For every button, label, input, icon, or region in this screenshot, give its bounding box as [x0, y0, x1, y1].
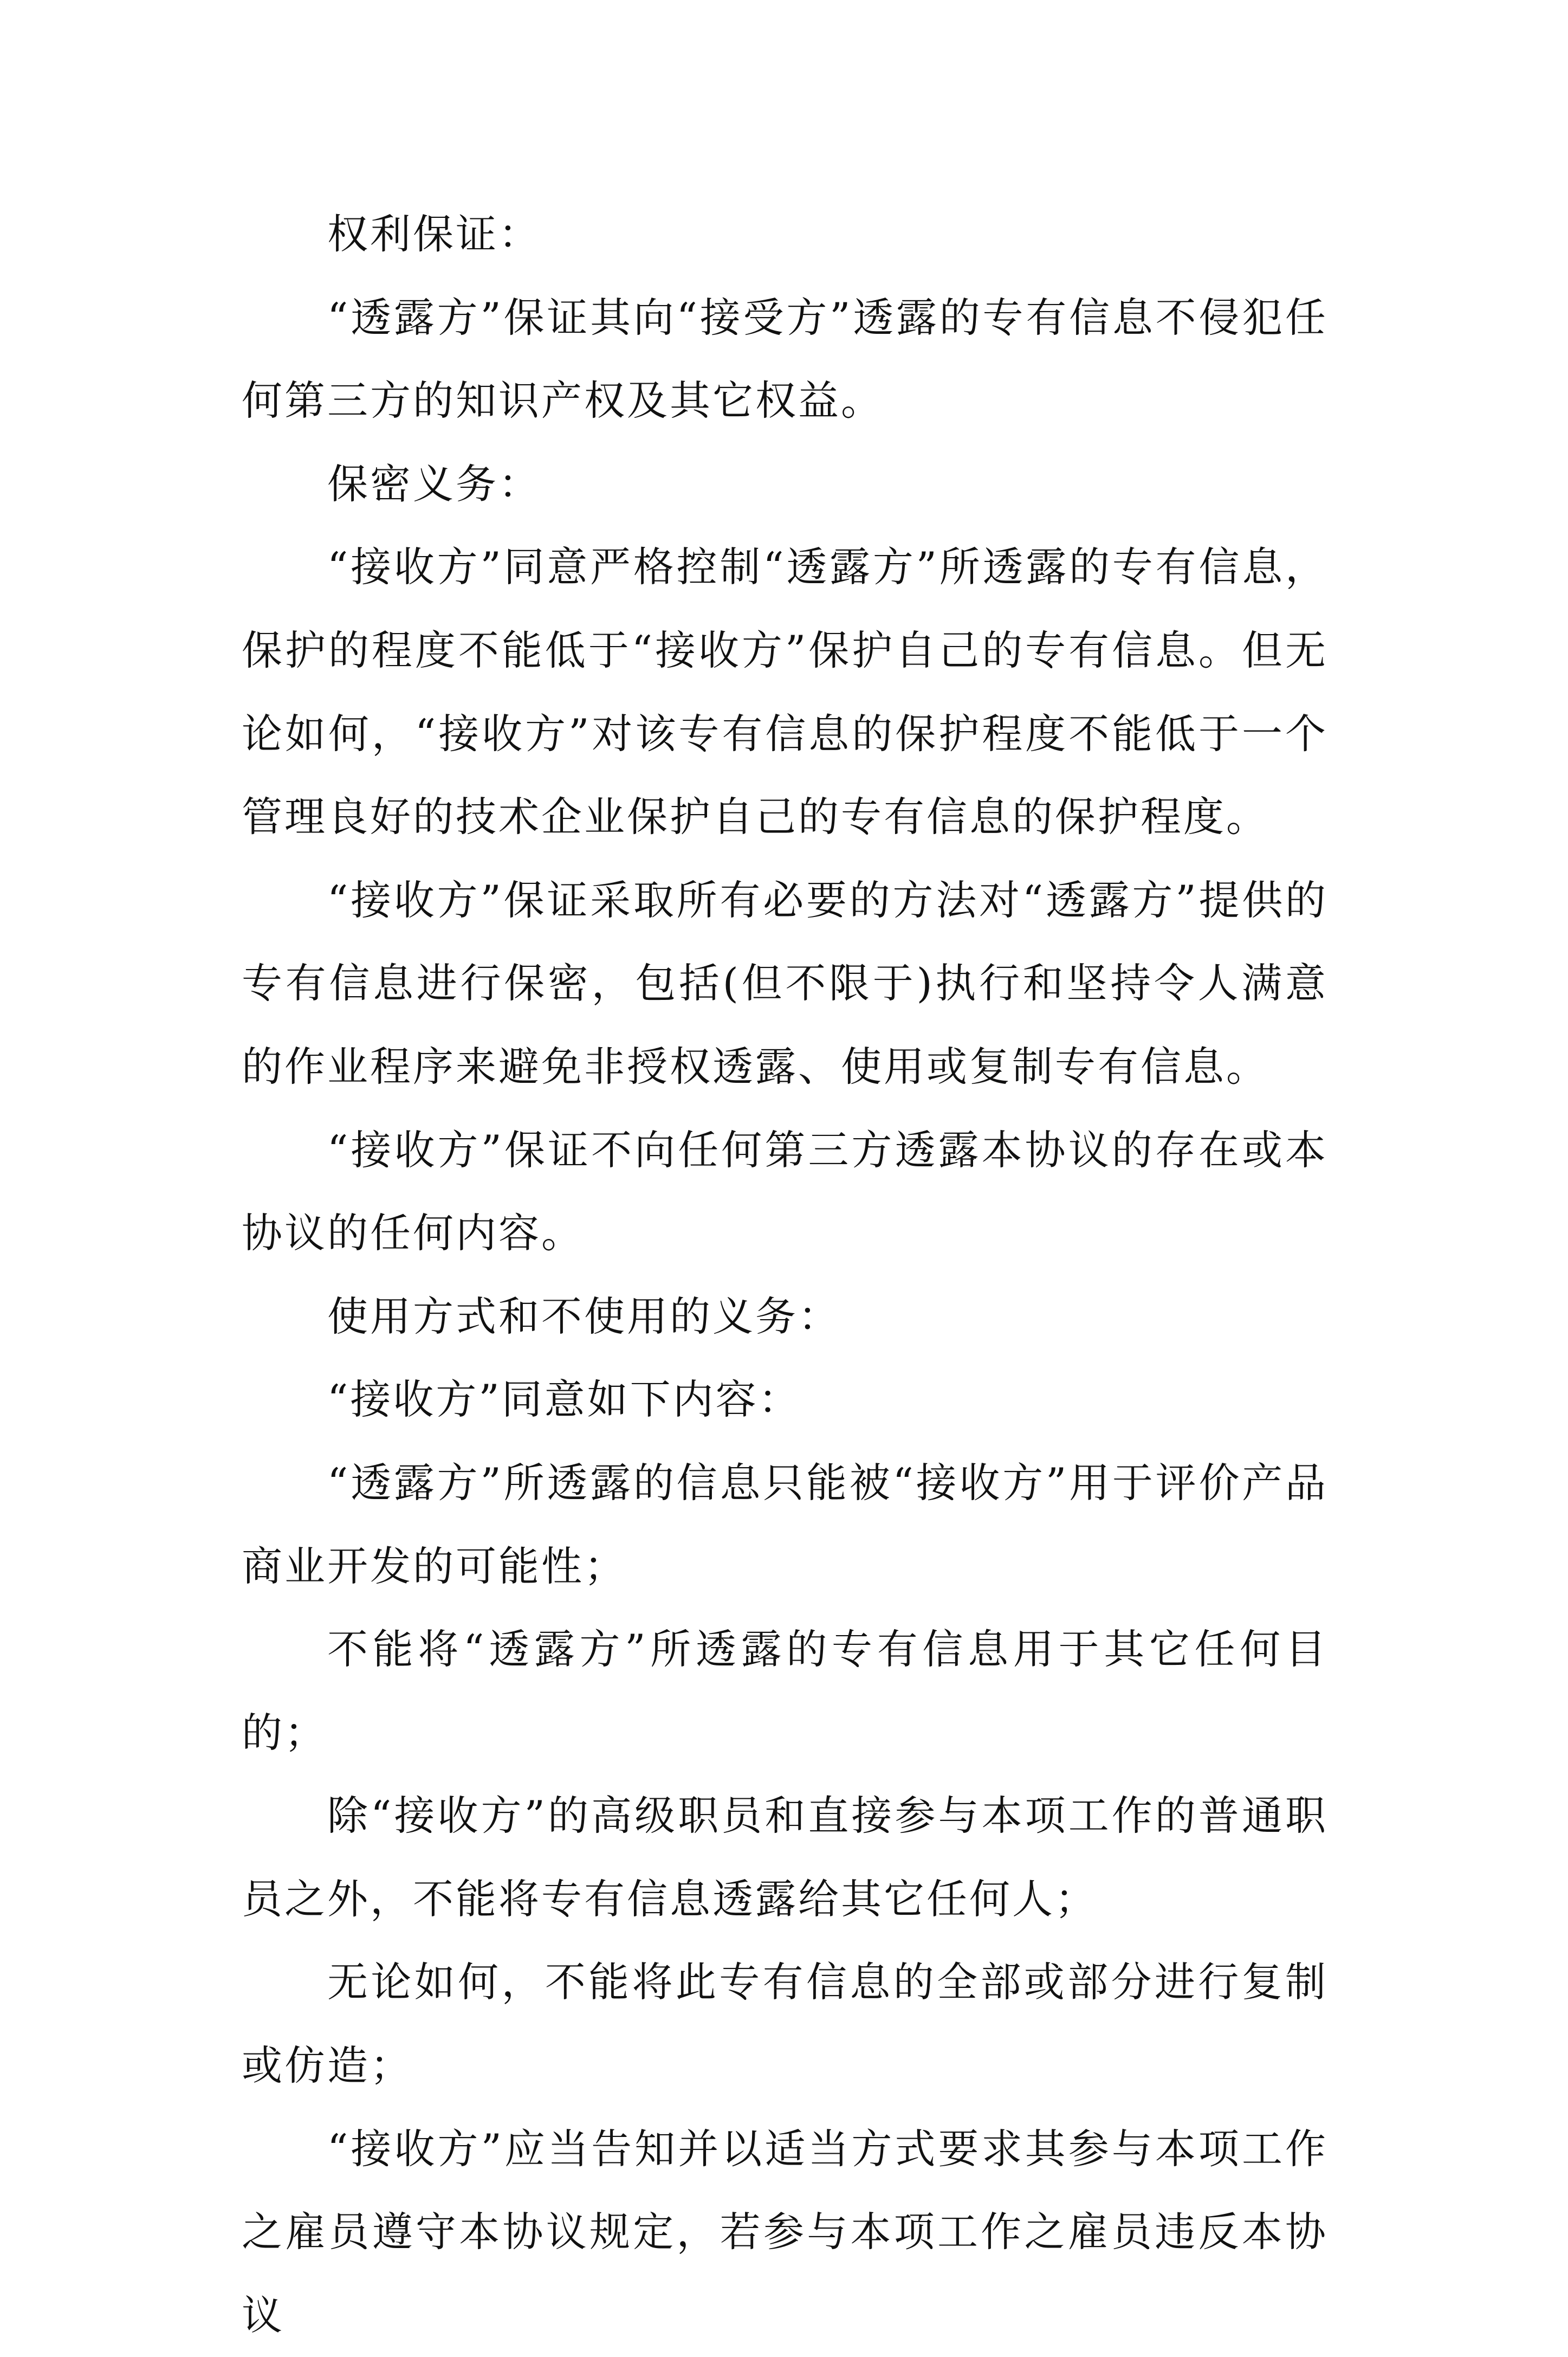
list-item-staff-only: 除“接收方”的高级职员和直接参与本项工作的普通职员之外，不能将专有信息透露给其它任何人； — [242, 1792, 1328, 1923]
heading-use-obligations: 使用方式和不使用的义务： — [327, 1292, 841, 1340]
heading-rights-guarantee: 权利保证： — [327, 210, 542, 258]
paragraph-employee-compliance: “接收方”应当告知并以适当方式要求其参与本项工作之雇员遵守本协议规定，若参与本项工作之雇员违反本协议 — [242, 2124, 1328, 2339]
paragraph-necessary-measures: “接收方”保证采取所有必要的方法对“透露方”提供的专有信息进行保密，包括(但不限于)执行和坚持令人满意的作业程序来避免非授权透露、使用或复制专有信息。 — [242, 876, 1328, 1090]
paragraph-recipient-agrees: “接收方”同意如下内容： — [327, 1376, 801, 1424]
paragraph-protection-degree: “接收方”同意严格控制“透露方”所透露的专有信息，保护的程度不能低于“接收方”保护自己的专有信息。但无论如何，“接收方”对该专有信息的保护程度不能低于一个管理良好的技术企业保护自己的专有信息的保护程度。 — [242, 543, 1328, 841]
list-item-no-other-purpose: 不能将“透露方”所透露的专有信息用于其它任何目的； — [242, 1625, 1328, 1757]
list-item-evaluation-use: “透露方”所透露的信息只能被“接收方”用于评价产品商业开发的可能性； — [242, 1458, 1328, 1590]
document-body — [242, 193, 1328, 2357]
list-item-no-copying: 无论如何，不能将此专有信息的全部或部分进行复制或仿造； — [242, 1958, 1328, 2090]
heading-confidentiality-obligation: 保密义务： — [327, 460, 542, 508]
paragraph-rights-guarantee: “透露方”保证其向“接受方”透露的专有信息不侵犯任何第三方的知识产权及其它权益。 — [242, 293, 1328, 425]
paragraph-no-disclosure-of-agreement: “接收方”保证不向任何第三方透露本协议的存在或本协议的任何内容。 — [242, 1126, 1328, 1257]
